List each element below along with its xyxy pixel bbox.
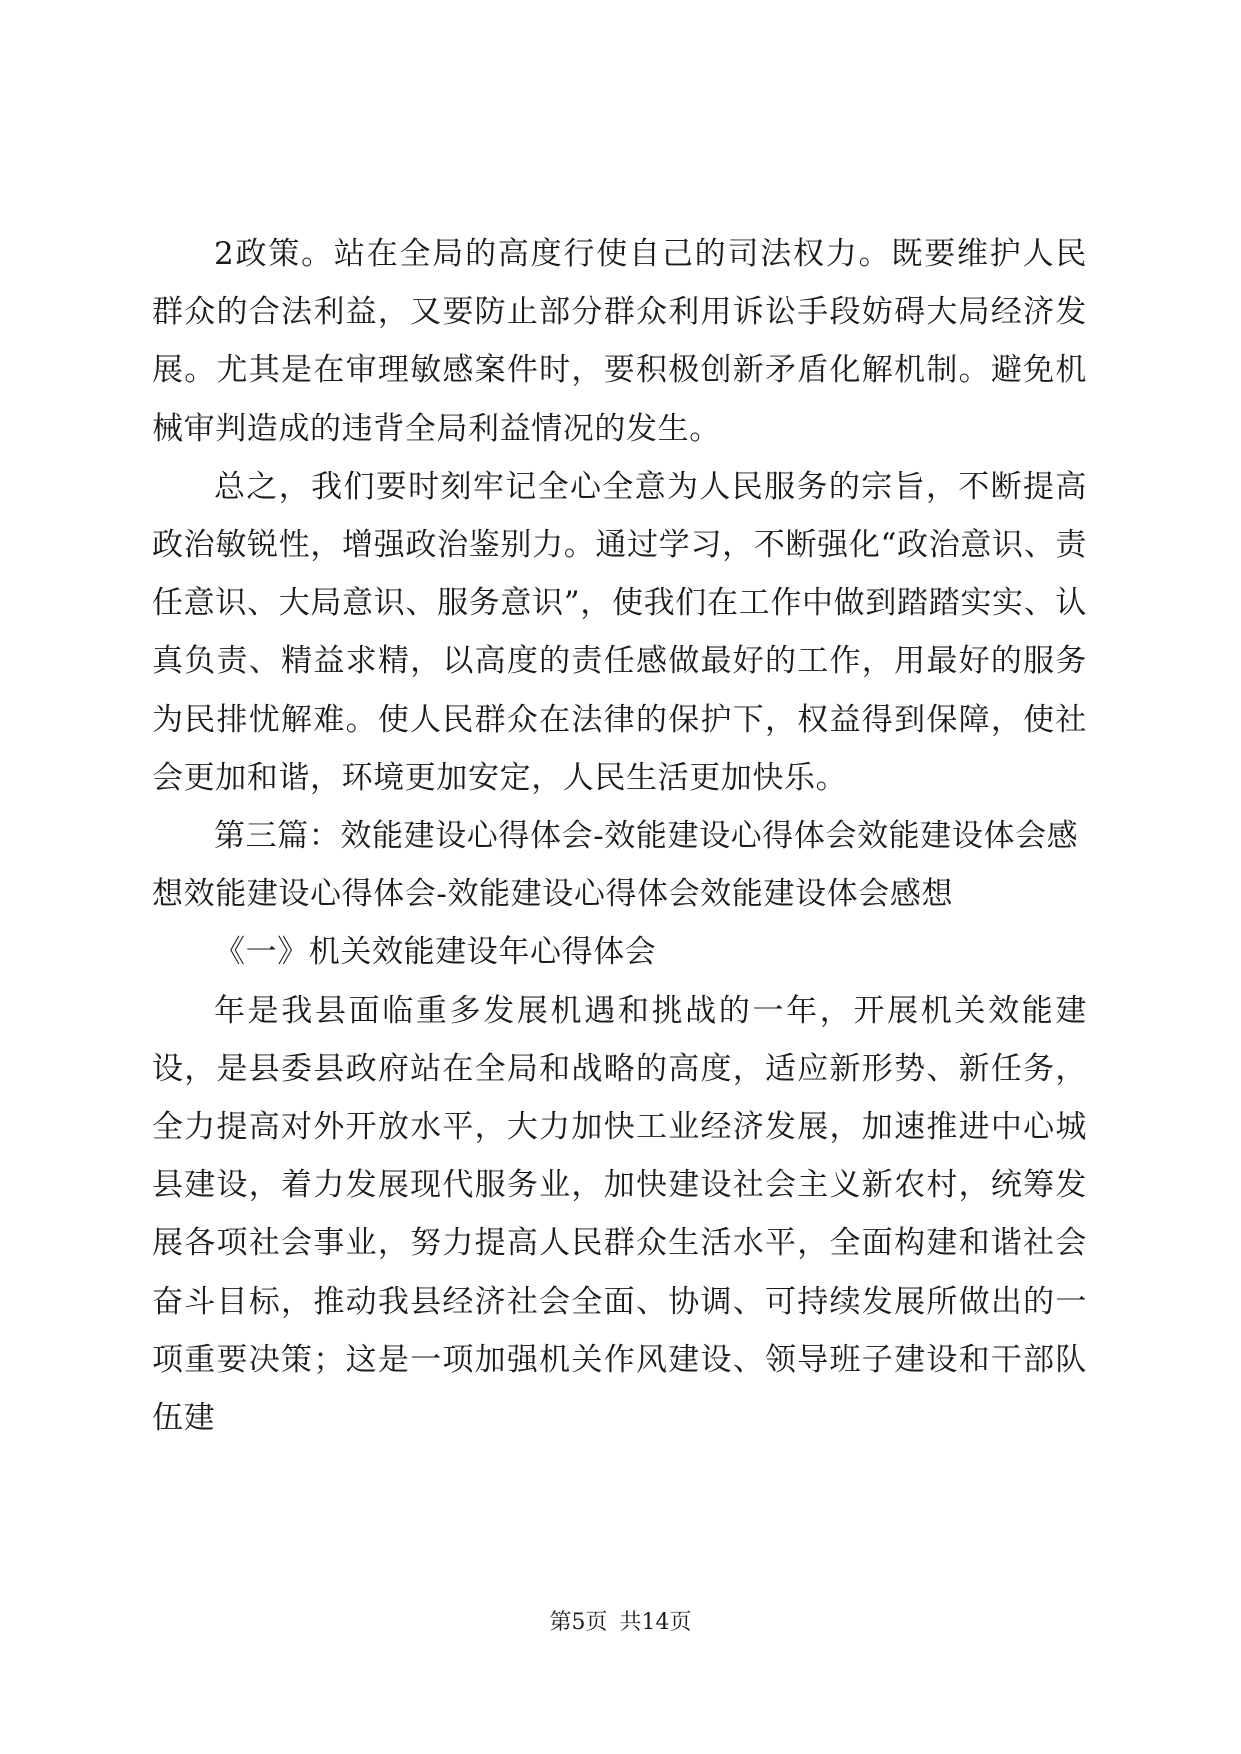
subsection-heading: 《一》机关效能建设年心得体会 bbox=[214, 934, 657, 971]
page-number: 第5页 bbox=[549, 1610, 608, 1635]
page-total: 共14页 bbox=[619, 1610, 692, 1635]
page-footer bbox=[0, 1608, 1241, 1638]
paragraph-efficiency: 年是我县面临重多发展机遇和挑战的一年，开展机关效能建设，是县委县政府站在全局和战略的高度，适应新形势、新任务，全力提高对外开放水平，大力加快工业经济发展，加速推进中心城县建设，着力发展现代服务业，加快建设社会主义新农村，统筹发展各项社会事业，努力提高人民群众生活水平，全面构建和谐社会奋斗目标，推动我县经济社会全面、协调、可持续发展所做出的一项重要决策；这是一项加强机关作风建设、领导班子建设和干部队伍建 bbox=[152, 992, 1087, 1437]
section-heading: 第三篇：效能建设心得体会-效能建设心得体会效能建设体会感想效能建设心得体会-效能建设心得体会效能建设体会感想 bbox=[152, 818, 1079, 913]
paragraph-policy: 2政策。站在全局的高度行使自己的司法权力。既要维护人民群众的合法利益，又要防止部分群众利用诉讼手段妨碍大局经济发展。尤其是在审理敏感案件时，要积极创新矛盾化解机制。避免机械审判造成的违背全局利益情况的发生。 bbox=[152, 236, 1087, 447]
paragraph-conclusion: 总之，我们要时刻牢记全心全意为人民服务的宗旨，不断提高政治敏锐性，增强政治鉴别力。通过学习，不断强化“政治意识、责任意识、大局意识、服务意识”，使我们在工作中做到踏踏实实、认真负责、精益求精，以高度的责任感做最好的工作，用最好的服务为民排忧解难。使人民群众在法律的保护下，权益得到保障，使社会更加和谐，环境更加安定，人民生活更加快乐。 bbox=[152, 468, 1087, 796]
document-body bbox=[152, 225, 1087, 1447]
